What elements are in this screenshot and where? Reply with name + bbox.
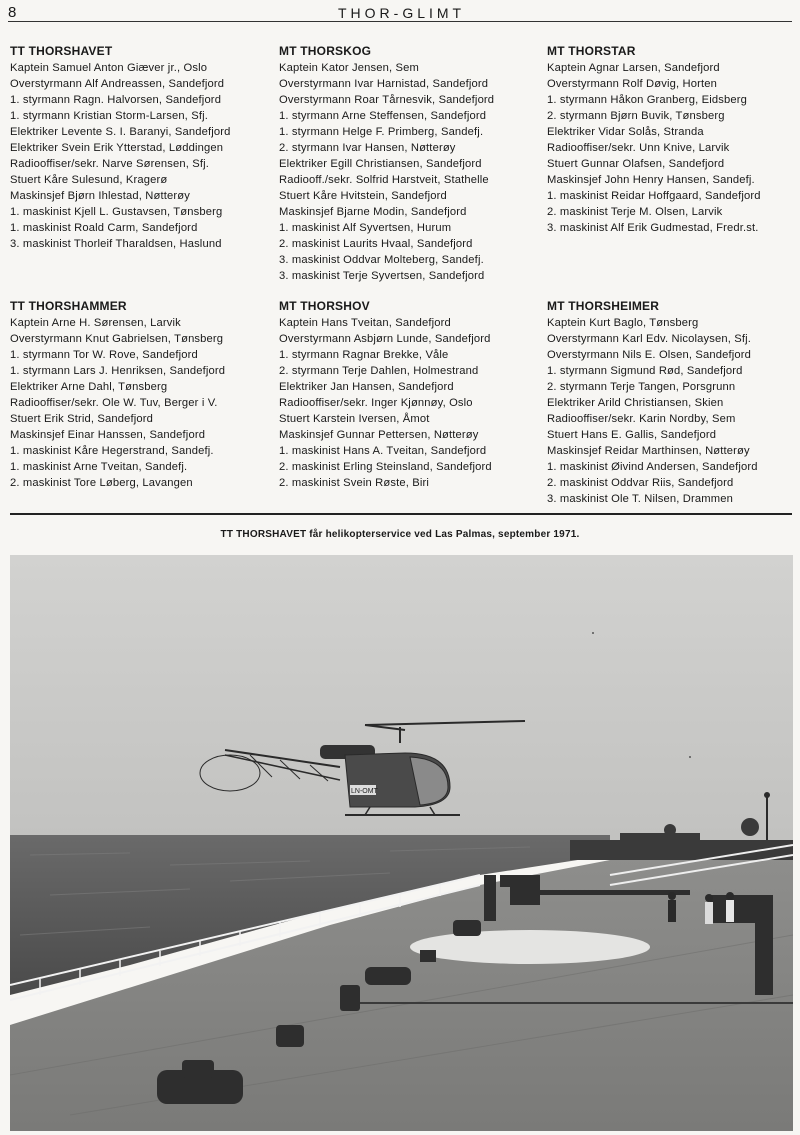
crew-member: 1. styrmann Kristian Storm-Larsen, Sfj. bbox=[10, 110, 208, 122]
crew-member: Overstyrmann Knut Gabrielsen, Tønsberg bbox=[10, 333, 224, 345]
crew-member: 3. maskinist Oddvar Molteberg, Sandefj. bbox=[279, 254, 484, 266]
ship-block-thorshov bbox=[279, 298, 541, 491]
crew-member: Stuert Kåre Sulesund, Kragerø bbox=[10, 174, 168, 186]
crew-member: Kaptein Hans Tveitan, Sandefjord bbox=[279, 317, 451, 329]
crew-member: 1. maskinist Arne Tveitan, Sandefj. bbox=[10, 461, 188, 473]
crew-member: Elektriker Levente S. I. Baranyi, Sandefjord bbox=[10, 126, 231, 138]
crew-member: 1. styrmann Tor W. Rove, Sandefjord bbox=[10, 349, 198, 361]
ship-name: MT THORSTAR bbox=[547, 44, 636, 58]
crew-member: Elektriker Egill Christiansen, Sandefjord bbox=[279, 158, 482, 170]
crew-member: Overstyrmann Rolf Døvig, Horten bbox=[547, 78, 718, 90]
crew-member: 1. styrmann Ragnar Brekke, Våle bbox=[279, 349, 449, 361]
crew-member: 2. maskinist Tore Løberg, Lavangen bbox=[10, 477, 193, 489]
ship-name: TT THORSHAVET bbox=[10, 44, 113, 58]
crew-member: Kaptein Kator Jensen, Sem bbox=[279, 62, 419, 74]
ship-block-thorskog bbox=[279, 43, 541, 284]
ship-block-thorstar bbox=[547, 43, 800, 236]
crew-member: 1. maskinist Alf Syvertsen, Hurum bbox=[279, 222, 452, 234]
crew-member: 2. styrmann Bjørn Buvik, Tønsberg bbox=[547, 110, 725, 122]
crew-member: 1. styrmann Helge F. Primberg, Sandefj. bbox=[279, 126, 484, 138]
crew-member: Maskinsjef Bjørn Ihlestad, Nøtterøy bbox=[10, 190, 190, 202]
crew-member: Overstyrmann Ivar Harnistad, Sandefjord bbox=[279, 78, 489, 90]
ship-name: MT THORSHOV bbox=[279, 299, 370, 313]
crew-member: Kaptein Kurt Baglo, Tønsberg bbox=[547, 317, 699, 329]
crew-member: Radiooffiser/sekr. Narve Sørensen, Sfj. bbox=[10, 158, 210, 170]
page-number: 8 bbox=[8, 4, 18, 21]
crew-member: Overstyrmann Asbjørn Lunde, Sandefjord bbox=[279, 333, 491, 345]
crew-member: 1. maskinist Øivind Andersen, Sandefjord bbox=[547, 461, 758, 473]
crew-member: 3. maskinist Alf Erik Gudmestad, Fredr.st. bbox=[547, 222, 759, 234]
crew-member: Elektriker Svein Erik Ytterstad, Løddingen bbox=[10, 142, 224, 154]
crew-member: Elektriker Arne Dahl, Tønsberg bbox=[10, 381, 168, 393]
crew-member: 2. maskinist Terje M. Olsen, Larvik bbox=[547, 206, 723, 218]
crew-member: Radiooffiser/sekr. Ole W. Tuv, Berger i V. bbox=[10, 397, 218, 409]
crew-member: Radiooffiser/sekr. Unn Knive, Larvik bbox=[547, 142, 730, 154]
crew-member: 1. maskinist Reidar Hoffgaard, Sandefjord bbox=[547, 190, 761, 202]
crew-member: 2. maskinist Oddvar Riis, Sandefjord bbox=[547, 477, 734, 489]
crew-member: 3. maskinist Terje Syvertsen, Sandefjord bbox=[279, 270, 485, 282]
crew-member: 1. styrmann Håkon Granberg, Eidsberg bbox=[547, 94, 748, 106]
crew-member: 1. maskinist Hans A. Tveitan, Sandefjord bbox=[279, 445, 487, 457]
crew-member: Elektriker Vidar Solås, Stranda bbox=[547, 126, 704, 138]
helicopter-registration: LN-OMT bbox=[351, 788, 378, 795]
ship-block-thorshavet bbox=[10, 43, 272, 252]
crew-member: Kaptein Agnar Larsen, Sandefjord bbox=[547, 62, 720, 74]
crew-member: 1. maskinist Kåre Hegerstrand, Sandefj. bbox=[10, 445, 214, 457]
ship-name: TT THORSHAMMER bbox=[10, 299, 127, 313]
crew-member: 2. styrmann Terje Tangen, Porsgrunn bbox=[547, 381, 736, 393]
crew-member: Radiooffiser/sekr. Karin Nordby, Sem bbox=[547, 413, 736, 425]
page-header bbox=[8, 4, 792, 26]
crew-member: Stuert Karstein Iversen, Åmot bbox=[279, 413, 430, 425]
crew-member: Maskinsjef Einar Hanssen, Sandefjord bbox=[10, 429, 206, 441]
crew-member: Stuert Kåre Hvitstein, Sandefjord bbox=[279, 190, 447, 202]
crew-list bbox=[10, 315, 272, 491]
crew-member: Overstyrmann Nils E. Olsen, Sandefjord bbox=[547, 349, 752, 361]
crew-member: 2. styrmann Terje Dahlen, Holmestrand bbox=[279, 365, 479, 377]
crew-list bbox=[547, 60, 800, 236]
helipad-marking bbox=[410, 930, 650, 964]
crew-member: Kaptein Arne H. Sørensen, Larvik bbox=[10, 317, 181, 329]
crew-member: Stuert Gunnar Olafsen, Sandefjord bbox=[547, 158, 725, 170]
crew-member: Elektriker Arild Christiansen, Skien bbox=[547, 397, 724, 409]
crew-member: Stuert Erik Strid, Sandefjord bbox=[10, 413, 154, 425]
crew-member: Radiooff./sekr. Solfrid Harstveit, Stathelle bbox=[279, 174, 489, 186]
crew-member: 1. styrmann Arne Steffensen, Sandefjord bbox=[279, 110, 487, 122]
crew-member: 1. styrmann Sigmund Rød, Sandefjord bbox=[547, 365, 743, 377]
crew-member: Stuert Hans E. Gallis, Sandefjord bbox=[547, 429, 717, 441]
crew-member: Maskinsjef John Henry Hansen, Sandefj. bbox=[547, 174, 755, 186]
crew-member: Kaptein Samuel Anton Giæver jr., Oslo bbox=[10, 62, 208, 74]
crew-member: Radiooffiser/sekr. Inger Kjønnøy, Oslo bbox=[279, 397, 473, 409]
crew-member: 2. maskinist Erling Steinsland, Sandefjord bbox=[279, 461, 492, 473]
crew-member: Maskinsjef Bjarne Modin, Sandefjord bbox=[279, 206, 467, 218]
crew-member: 2. maskinist Laurits Hvaal, Sandefjord bbox=[279, 238, 473, 250]
crew-list bbox=[547, 315, 800, 507]
helicopter-photo bbox=[10, 555, 793, 1131]
ship-block-thorshammer bbox=[10, 298, 272, 491]
crew-member: 2. styrmann Ivar Hansen, Nøtterøy bbox=[279, 142, 456, 154]
crew-member: 3. maskinist Ole T. Nilsen, Drammen bbox=[547, 493, 733, 505]
section-divider bbox=[10, 513, 792, 515]
header-rule bbox=[8, 21, 792, 22]
crew-member: Elektriker Jan Hansen, Sandefjord bbox=[279, 381, 454, 393]
crew-member: 1. styrmann Lars J. Henriksen, Sandefjord bbox=[10, 365, 226, 377]
ship-block-thorsheimer bbox=[547, 298, 800, 507]
crew-member: 2. maskinist Svein Røste, Biri bbox=[279, 477, 429, 489]
crew-member: 1. maskinist Kjell L. Gustavsen, Tønsberg bbox=[10, 206, 223, 218]
photo-caption: TT THORSHAVET får helikopterservice ved Las Palmas, september 1971. bbox=[220, 529, 580, 540]
crew-list bbox=[279, 315, 541, 491]
crew-member: Overstyrmann Karl Edv. Nicolaysen, Sfj. bbox=[547, 333, 751, 345]
crew-member: Overstyrmann Roar Tårnesvik, Sandefjord bbox=[279, 94, 495, 106]
ship-name: MT THORSKOG bbox=[279, 44, 372, 58]
ship-name: MT THORSHEIMER bbox=[547, 299, 660, 313]
crew-member: Overstyrmann Alf Andreassen, Sandefjord bbox=[10, 78, 225, 90]
crew-member: 3. maskinist Thorleif Tharaldsen, Haslund bbox=[10, 238, 222, 250]
crew-member: 1. styrmann Ragn. Halvorsen, Sandefjord bbox=[10, 94, 222, 106]
crew-member: Maskinsjef Reidar Marthinsen, Nøtterøy bbox=[547, 445, 750, 457]
crew-list bbox=[279, 60, 541, 284]
crew-member: 1. maskinist Roald Carm, Sandefjord bbox=[10, 222, 198, 234]
publication-title: THOR-GLIMT bbox=[338, 5, 466, 21]
crew-member: Maskinsjef Gunnar Pettersen, Nøtterøy bbox=[279, 429, 479, 441]
crew-list bbox=[10, 60, 272, 252]
